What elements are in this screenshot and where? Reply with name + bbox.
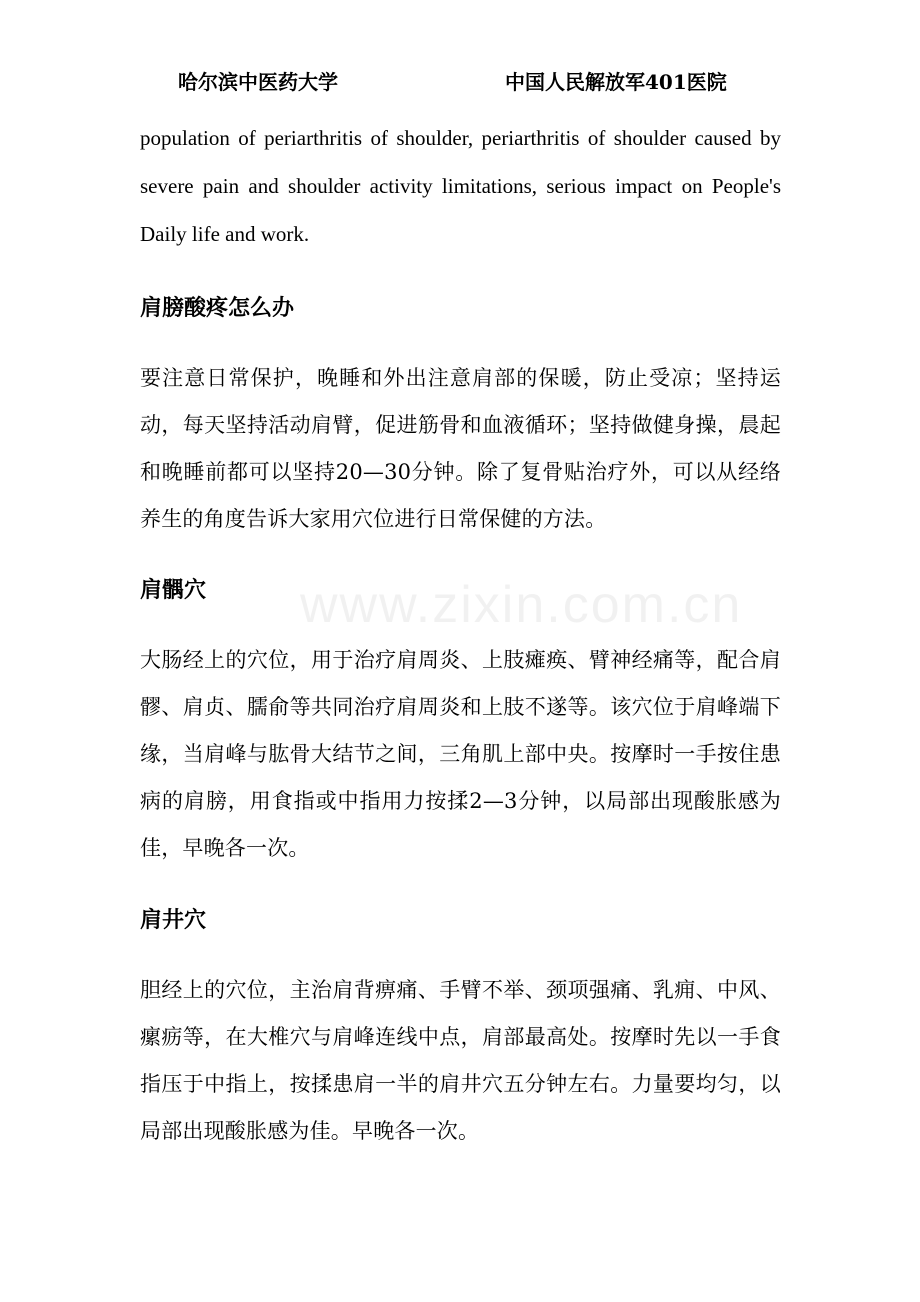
watermark: www.zixin.com.cn	[300, 576, 743, 634]
section-heading-shoulder-pain: 肩膀酸疼怎么办	[140, 296, 295, 321]
document-body	[140, 114, 781, 1155]
section-body-jianyu: 大肠经上的穴位，用于治疗肩周炎、上肢瘫痪、臂神经痛等，配合肩髎、肩贞、臑俞等共同治疗肩周炎和上肢不遂等。该穴位于肩峰端下缘，当肩峰与肱骨大结节之间，三角肌上部中央。按摩时一手按住患病的肩膀，用食指或中指用力按揉2—3分钟，以局部出现酸胀感为佳，早晚各一次。	[140, 648, 781, 860]
page-header	[0, 66, 920, 100]
header-university: 哈尔滨中医药大学	[178, 70, 338, 94]
intro-paragraph: population of periarthritis of shoulder, periarthritis of shoulder caused by severe pain and shoulder activity limitations, serious impact on People's Daily life and work.	[140, 126, 781, 246]
section-heading-jianyu: 肩髃穴	[140, 578, 207, 603]
section-body-shoulder-pain: 要注意日常保护，晚睡和外出注意肩部的保暖，防止受凉；坚持运动，每天坚持活动肩臂，促进筋骨和血液循环；坚持做健身操，晨起和晚睡前都可以坚持20—30分钟。除了复骨贴治疗外，可以从经络养生的角度告诉大家用穴位进行日常保健的方法。	[140, 366, 781, 531]
section-body-jianjing: 胆经上的穴位，主治肩背痹痛、手臂不举、颈项强痛、乳痈、中风、瘰疬等，在大椎穴与肩峰连线中点，肩部最高处。按摩时先以一手食指压于中指上，按揉患肩一半的肩井穴五分钟左右。力量要均匀，以局部出现酸胀感为佳。早晚各一次。	[140, 978, 781, 1143]
header-hospital: 中国人民解放军401医院	[505, 70, 727, 94]
section-heading-jianjing: 肩井穴	[140, 908, 207, 933]
